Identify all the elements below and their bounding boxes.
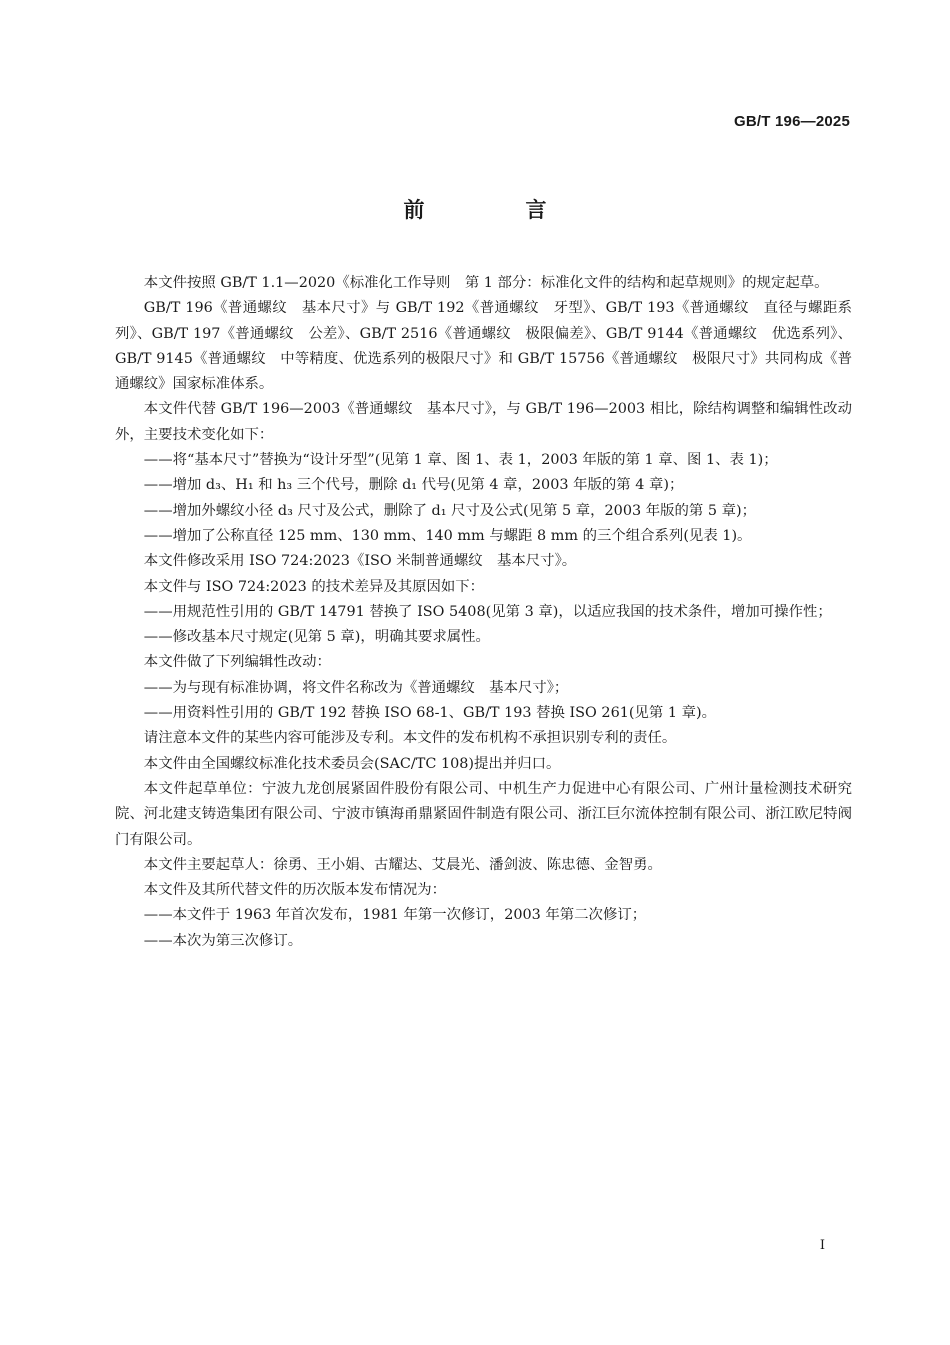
difference-item: ——用规范性引用的 GB/T 14791 替换了 ISO 5408(见第 3 章)，以适应我国的技术条件，增加可操作性； [143,603,832,620]
paragraph-drafting-units: 本文件起草单位：宁波九龙创展紧固件股份有限公司、中机生产力促进中心有限公司、广州计量检测技术研究院、河北建支铸造集团有限公司、宁波市镇海甬鼎紧固件制造有限公司、浙江巨尔流体控制有限公司、浙江欧尼特阀门有限公司。 [115,780,852,848]
document-code: GB/T 196—2025 [734,113,850,130]
page-number: I [819,1238,825,1253]
history-item: ——本文件于 1963 年首次发布，1981 年第一次修订，2003 年第二次修订； [143,907,647,924]
paragraph-proposer: 本文件由全国螺纹标准化技术委员会(SAC/TC 108)提出并归口。 [143,755,561,772]
change-item: ——增加 d₃、H₁ 和 h₃ 三个代号，删除 d₁ 代号(见第 4 章，2003 年版的第 4 章)； [143,477,684,494]
foreword-body [115,271,852,954]
paragraph-drafting-rules: 本文件按照 GB/T 1.1—2020《标准化工作导则 第 1 部分：标准化文件的结构和起草规则》的规定起草。 [143,275,829,291]
paragraph-version-history: 本文件及其所代替文件的历次版本发布情况为： [143,882,447,899]
change-item: ——将“基本尺寸”替换为“设计牙型”(见第 1 章、图 1、表 1，2003 年版的第 1 章、图 1、表 1)； [143,452,778,469]
paragraph-drafters: 本文件主要起草人：徐勇、王小娟、古耀达、艾晨光、潘剑波、陈忠德、金智勇。 [143,856,662,873]
change-item: ——增加外螺纹小径 d₃ 尺寸及公式，删除了 d₁ 尺寸及公式(见第 5 章，2003 年版的第 5 章)； [143,502,756,519]
page-title: 前 言 [403,198,587,222]
difference-item: ——修改基本尺寸规定(见第 5 章)，明确其要求属性。 [143,629,490,646]
paragraph-technical-differences: 本文件与 ISO 724:2023 的技术差异及其原因如下： [143,578,485,595]
paragraph-iso-adoption: 本文件修改采用 ISO 724:2023《ISO 米制普通螺纹 基本尺寸》。 [143,553,577,570]
editorial-item: ——用资料性引用的 GB/T 192 替换 ISO 68-1、GB/T 193 替换 ISO 261(见第 1 章)。 [143,705,716,722]
change-item: ——增加了公称直径 125 mm、130 mm、140 mm 与螺距 8 mm 的三个组合系列(见表 1)。 [143,527,752,544]
editorial-item: ——为与现有标准协调，将文件名称改为《普通螺纹 基本尺寸》； [143,679,569,696]
paragraph-replacement: 本文件代替 GB/T 196—2003《普通螺纹 基本尺寸》，与 GB/T 196—2003 相比，除结构调整和编辑性改动外，主要技术变化如下： [115,401,852,443]
history-item: ——本次为第三次修订。 [143,932,303,949]
paragraph-standard-system: GB/T 196《普通螺纹 基本尺寸》与 GB/T 192《普通螺纹 牙型》、GB/T 193《普通螺纹 直径与螺距系列》、GB/T 197《普通螺纹 公差》、GB/T 2516《普通螺纹 极限偏差》、GB/T 9144《普通螺纹 优选系列》、GB/T 9145《普通螺纹 中等精度、优选系列的极限尺寸》和 GB/T 15756《普通螺纹 极限尺寸》共同构成《普通螺纹》国家标准体系。 [115,300,852,393]
paragraph-editorial-changes: 本文件做了下列编辑性改动： [143,654,331,671]
paragraph-patent-notice: 请注意本文件的某些内容可能涉及专利。本文件的发布机构不承担识别专利的责任。 [143,730,677,747]
